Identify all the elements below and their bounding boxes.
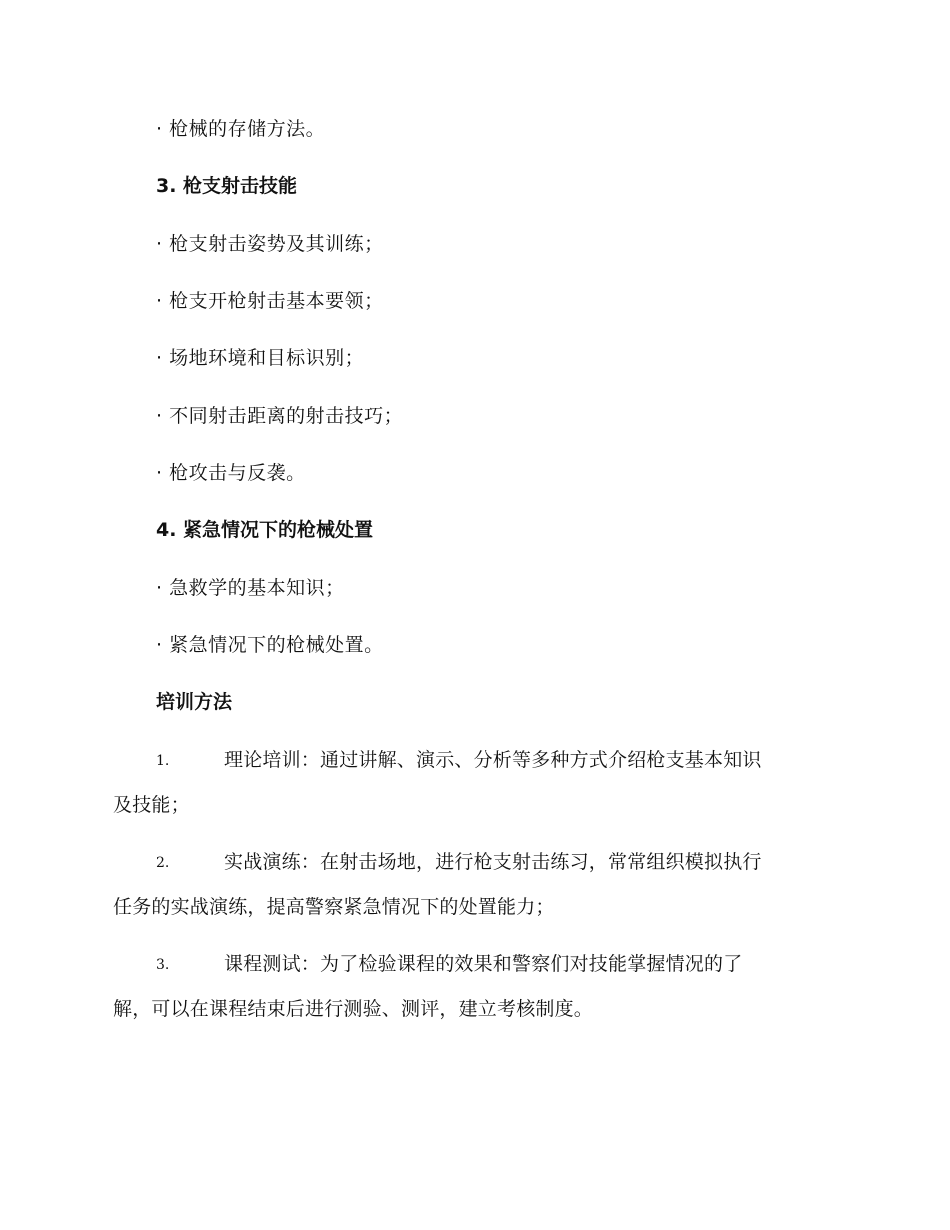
section-heading-emergency-handling: 4. 紧急情况下的枪械处置 xyxy=(156,519,374,541)
method-1-first-line: 理论培训：通过讲解、演示、分析等多种方式介绍枪支基本知识 xyxy=(224,749,762,771)
method-number-2: 2. xyxy=(156,855,170,871)
method-2-second-line: 任务的实战演练，提高警察紧急情况下的处置能力； xyxy=(113,896,555,918)
bullet-distance-techniques: · 不同射击距离的射击技巧； xyxy=(156,405,404,427)
bullet-emergency-firearm-handling: · 紧急情况下的枪械处置。 xyxy=(156,634,384,656)
method-number-3: 3. xyxy=(156,957,170,973)
method-2-first-line: 实战演练：在射击场地，进行枪支射击练习，常常组织模拟执行 xyxy=(224,851,762,873)
bullet-firing-essentials: · 枪支开枪射击基本要领； xyxy=(156,290,384,312)
bullet-target-identification: · 场地环境和目标识别； xyxy=(156,347,365,369)
bullet-storage-method: · 枪械的存储方法。 xyxy=(156,118,326,140)
method-1-second-line: 及技能； xyxy=(113,794,190,816)
bullet-first-aid-basics: · 急救学的基本知识； xyxy=(156,577,345,599)
section-heading-training-methods: 培训方法 xyxy=(156,691,233,713)
bullet-shooting-posture: · 枪支射击姿势及其训练； xyxy=(156,233,384,255)
bullet-attack-counterattack: · 枪攻击与反袭。 xyxy=(156,462,306,484)
method-3-second-line: 解，可以在课程结束后进行测验、测评，建立考核制度。 xyxy=(113,998,594,1020)
method-3-first-line: 课程测试：为了检验课程的效果和警察们对技能掌握情况的了 xyxy=(224,953,743,975)
method-number-1: 1. xyxy=(156,753,170,769)
section-heading-shooting-skills: 3. 枪支射击技能 xyxy=(156,175,298,197)
